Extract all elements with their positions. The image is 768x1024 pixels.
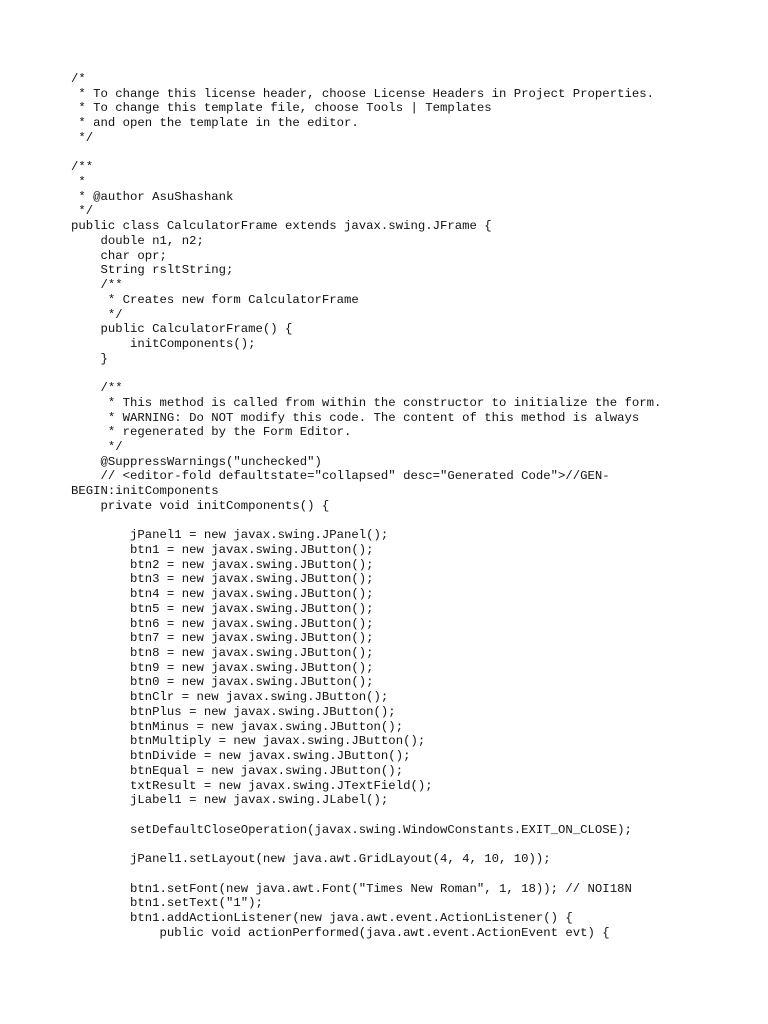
code-line	[71, 867, 661, 882]
code-line: btn3 = new javax.swing.JButton();	[71, 572, 374, 587]
code-line: btn1.addActionListener(new java.awt.event.ActionListener() {	[71, 910, 573, 925]
code-line: * @author AsuShashank	[71, 189, 234, 204]
code-line: BEGIN:initComponents	[71, 484, 219, 499]
code-line: char opr;	[71, 248, 167, 263]
code-line	[71, 837, 661, 852]
code-line: private void initComponents() {	[71, 498, 330, 513]
code-line: }	[71, 351, 108, 366]
code-line: public CalculatorFrame() {	[71, 322, 293, 337]
code-line: btnEqual = new javax.swing.JButton();	[71, 763, 404, 778]
code-line: double n1, n2;	[71, 233, 204, 248]
code-line: btn6 = new javax.swing.JButton();	[71, 616, 374, 631]
code-line: public class CalculatorFrame extends javax.swing.JFrame {	[71, 219, 492, 234]
code-line: btn5 = new javax.swing.JButton();	[71, 601, 374, 616]
code-line: public void actionPerformed(java.awt.event.ActionEvent evt) {	[71, 925, 610, 940]
code-line: jPanel1.setLayout(new java.awt.GridLayout(4, 4, 10, 10));	[71, 852, 551, 867]
code-line: * To change this template file, choose Tools | Templates	[71, 101, 492, 116]
code-line: * Creates new form CalculatorFrame	[71, 292, 359, 307]
code-line	[71, 366, 661, 381]
code-line: btnClr = new javax.swing.JButton();	[71, 690, 389, 705]
code-line: /**	[71, 381, 123, 396]
code-line: btn8 = new javax.swing.JButton();	[71, 646, 374, 661]
code-line: */	[71, 204, 94, 219]
code-line: btn1.setFont(new java.awt.Font("Times New Roman", 1, 18)); // NOI18N	[71, 881, 632, 896]
code-line: btn7 = new javax.swing.JButton();	[71, 631, 374, 646]
code-line: btn9 = new javax.swing.JButton();	[71, 660, 374, 675]
code-line: */	[71, 130, 94, 145]
code-line: * and open the template in the editor.	[71, 116, 359, 131]
code-line: * This method is called from within the constructor to initialize the form.	[71, 395, 662, 410]
code-line: * WARNING: Do NOT modify this code. The content of this method is always	[71, 410, 640, 425]
code-line: */	[71, 307, 123, 322]
code-line: // <editor-fold defaultstate="collapsed" desc="Generated Code">//GEN-	[71, 469, 610, 484]
code-line: jLabel1 = new javax.swing.JLabel();	[71, 793, 389, 808]
code-line: String rsltString;	[71, 263, 234, 278]
code-line: btnMultiply = new javax.swing.JButton();	[71, 734, 426, 749]
code-listing	[71, 72, 661, 940]
code-line: jPanel1 = new javax.swing.JPanel();	[71, 528, 389, 543]
code-line: btn4 = new javax.swing.JButton();	[71, 587, 374, 602]
code-line: setDefaultCloseOperation(javax.swing.WindowConstants.EXIT_ON_CLOSE);	[71, 822, 632, 837]
code-line: btnDivide = new javax.swing.JButton();	[71, 749, 411, 764]
code-line: /**	[71, 278, 123, 293]
code-line: * regenerated by the Form Editor.	[71, 425, 352, 440]
code-line: btnPlus = new javax.swing.JButton();	[71, 704, 396, 719]
code-line: btnMinus = new javax.swing.JButton();	[71, 719, 404, 734]
code-line: initComponents();	[71, 336, 256, 351]
code-line: */	[71, 439, 123, 454]
code-line: btn1.setText("1");	[71, 896, 263, 911]
code-line: @SuppressWarnings("unchecked")	[71, 454, 322, 469]
code-line: /**	[71, 160, 94, 175]
code-line: *	[71, 175, 86, 190]
code-line	[71, 514, 661, 529]
code-line: * To change this license header, choose License Headers in Project Properties.	[71, 86, 654, 101]
code-line	[71, 808, 661, 823]
code-line: txtResult = new javax.swing.JTextField();	[71, 778, 433, 793]
code-line	[71, 146, 661, 161]
code-line: btn0 = new javax.swing.JButton();	[71, 675, 374, 690]
code-line: btn1 = new javax.swing.JButton();	[71, 543, 374, 557]
code-line: btn2 = new javax.swing.JButton();	[71, 557, 374, 572]
code-line: /*	[71, 72, 86, 86]
